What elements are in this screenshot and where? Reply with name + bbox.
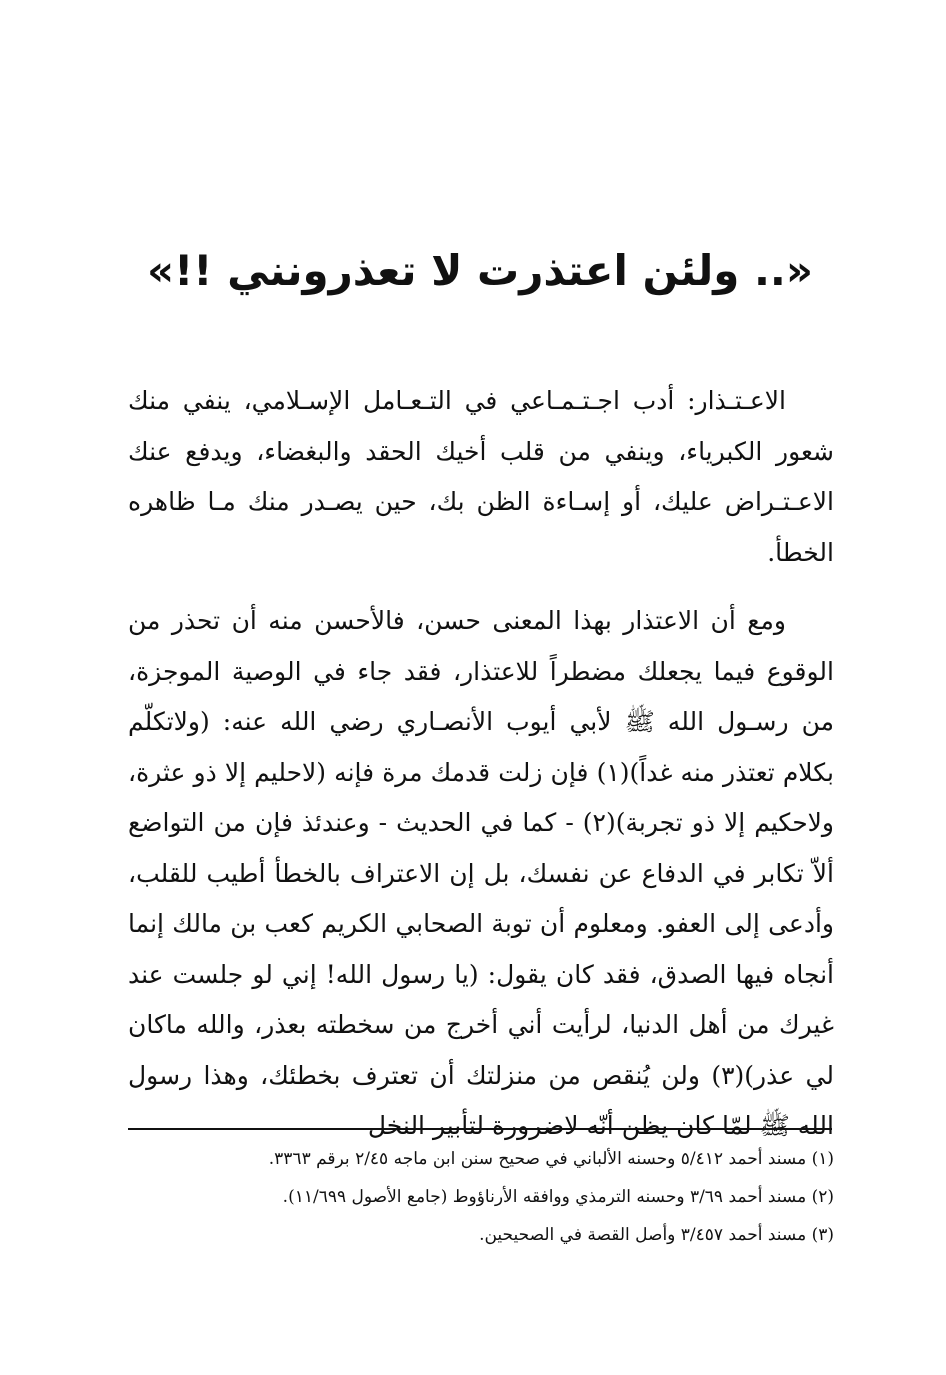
- paragraph-1: الاعـتـذار: أدب اجـتـمـاعي في التـعـامل الإسـلامي، ينفي منك شعور الكبرياء، وينفي من قلب أخيك الحقد والبغضاء، ويدفع عنك الاعـتـراض عليك، أو إسـاءة الظن بك، حين يصـدر منك مـا ظاهره الخطأ.: [128, 386, 834, 567]
- footnote-divider: [128, 1128, 832, 1130]
- paragraph-2: ومع أن الاعتذار بهذا المعنى حسن، فالأحسن منه أن تحذر من الوقوع فيما يجعلك مضطراً للاعتذار، فقد جاء في الوصية الموجزة، من رسـول الله ﷺ لأبي أيوب الأنصـاري رضي الله عنه: (ولاتكلّم بكلام تعتذر منه غداً)(١) فإن زلت قدمك مرة فإنه (لاحليم إلا ذو عثرة، ولاحكيم إلا ذو تجربة)(٢) - كما في الحديث - وعندئذ فإن من التواضع ألاّ تكابر في الدفاع عن نفسك، بل إن الاعتراف بالخطأ أطيب للقلب، وأدعى إلى العفو. ومعلوم أن توبة الصحابي الكريم كعب بن مالك إنما أنجاه فيها الصدق، فقد كان يقول: (يا رسول الله! إني لو جلست عند غيرك من أهل الدنيا، لرأيت أني أخرج من سخطته بعذر، والله ماكان لي عذر)(٣) ولن يُنقص من منزلتك أن تعترف بخطئك، وهذا رسول الله ﷺ لمّا كان يظن أنّه لاضرورة لتأبير النخل: [128, 606, 834, 1140]
- footnote-1: (١) مسند أحمد ٥/٤١٢ وحسنه الألباني في صحيح سنن ابن ماجه ٢/٤٥ برقم ٣٣٦٣.: [268, 1149, 834, 1169]
- footnotes: [128, 1142, 834, 1256]
- page-title: «.. ولئن اعتذرت لا تعذرونني !!»: [147, 246, 813, 295]
- body-text: [128, 376, 834, 1152]
- footnote-3: (٣) مسند أحمد ٣/٤٥٧ وأصل القصة في الصحيحين.: [479, 1225, 834, 1245]
- footnote-2: (٢) مسند أحمد ٣/٦٩ وحسنه الترمذي ووافقه الأرناؤوط (جامع الأصول ١١/٦٩٩).: [282, 1187, 834, 1207]
